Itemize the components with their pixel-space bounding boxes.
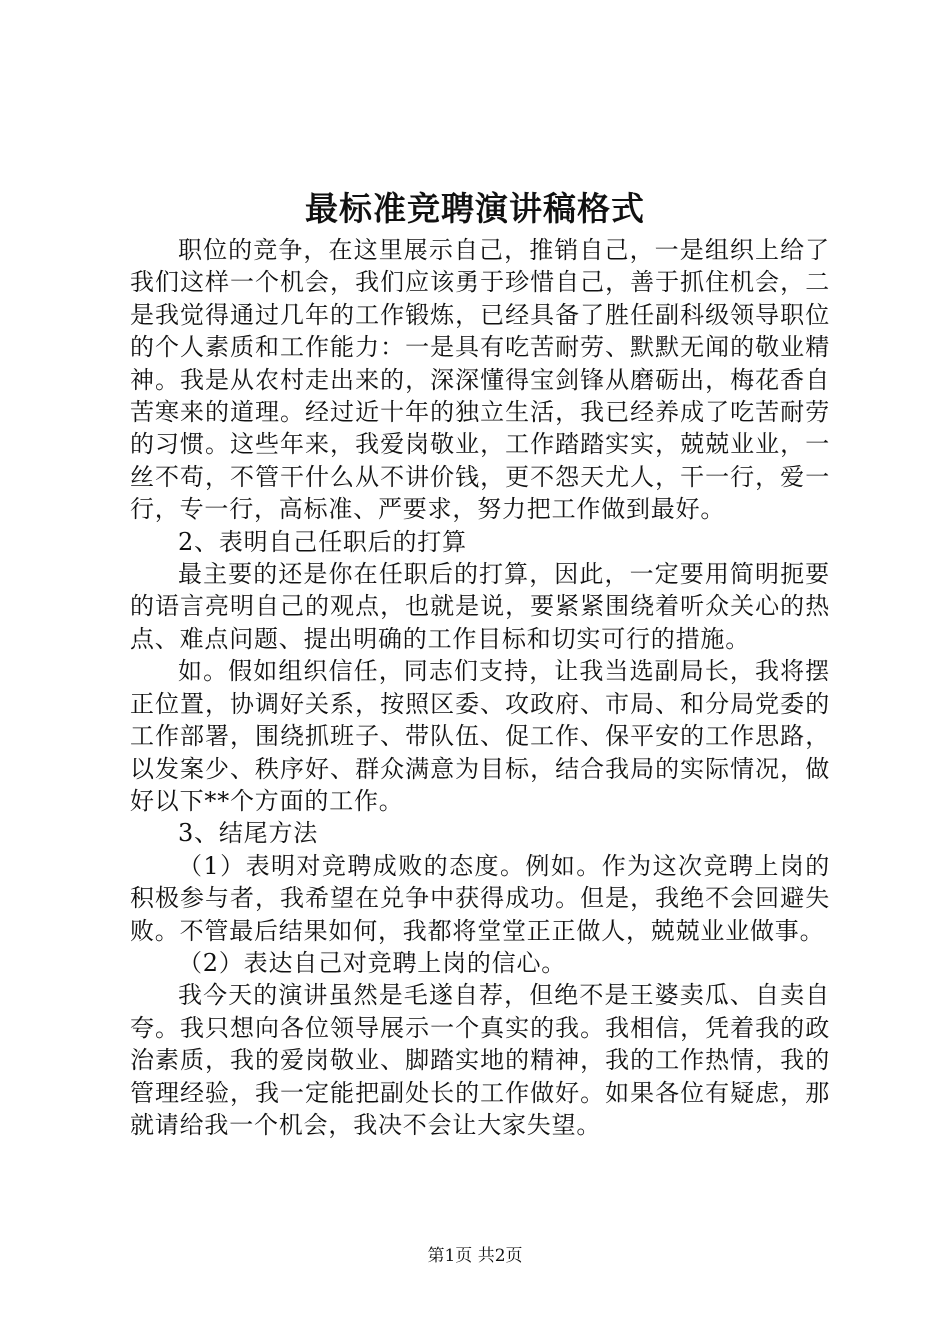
document-title: 最标准竞聘演讲稿格式 xyxy=(305,189,645,228)
paragraph-attitude: （1）表明对竞聘成败的态度。例如。作为这次竞聘上岗的积极参与者，我希望在兑争中获得成功。但是，我绝不会回避失败。不管最后结果如何，我都将堂堂正正做人，兢兢业业做事。 xyxy=(130,851,830,945)
heading-section-3: 3、结尾方法 xyxy=(178,819,319,848)
heading-section-2: 2、表明自己任职后的打算 xyxy=(178,527,467,556)
paragraph-example: 如。假如组织信任，同志们支持，让我当选副局长，我将摆正位置，协调好关系，按照区委、攻政府、市局、和分局党委的工作部署，围绕抓班子、带队伍、促工作、保平安的工作思路，以发案少、秩序好、群众满意为目标，结合我局的实际情况，做好以下**个方面的工作。 xyxy=(130,657,830,815)
paragraph-closing: 我今天的演讲虽然是毛遂自荐，但绝不是王婆卖瓜、自卖自夸。我只想向各位领导展示一个真实的我。我相信，凭着我的政治素质，我的爱岗敬业、脚踏实地的精神，我的工作热情，我的管理经验，我一定能把副处长的工作做好。如果各位有疑虑，那就请给我一个机会，我决不会让大家失望。 xyxy=(130,981,830,1139)
document-body xyxy=(130,234,830,1141)
page-number-footer: 第1页 共2页 xyxy=(427,1246,523,1266)
paragraph-intro: 职位的竞争，在这里展示自己，推销自己，一是组织上给了我们这样一个机会，我们应该勇于珍惜自己，善于抓住机会，二是我觉得通过几年的工作锻炼，已经具备了胜任副科级领导职位的个人素质和工作能力：一是具有吃苦耐劳、默默无闻的敬业精神。我是从农村走出来的，深深懂得宝剑锋从磨砺出，梅花香自苦寒来的道理。经过近十年的独立生活，我已经养成了吃苦耐劳的习惯。这些年来，我爱岗敬业，工作踏踏实实，兢兢业业，一丝不苟，不管干什么从不讲价钱，更不怨天尤人，干一行，爱一行，专一行，高标准、严要求，努力把工作做到最好。 xyxy=(130,236,830,524)
paragraph-confidence-heading: （2）表达自己对竞聘上岗的信心。 xyxy=(178,948,567,977)
paragraph-plans: 最主要的还是你在任职后的打算，因此，一定要用简明扼要的语言亮明自己的观点，也就是说，要紧紧围绕着听众关心的热点、难点问题、提出明确的工作目标和切实可行的措施。 xyxy=(130,560,830,653)
